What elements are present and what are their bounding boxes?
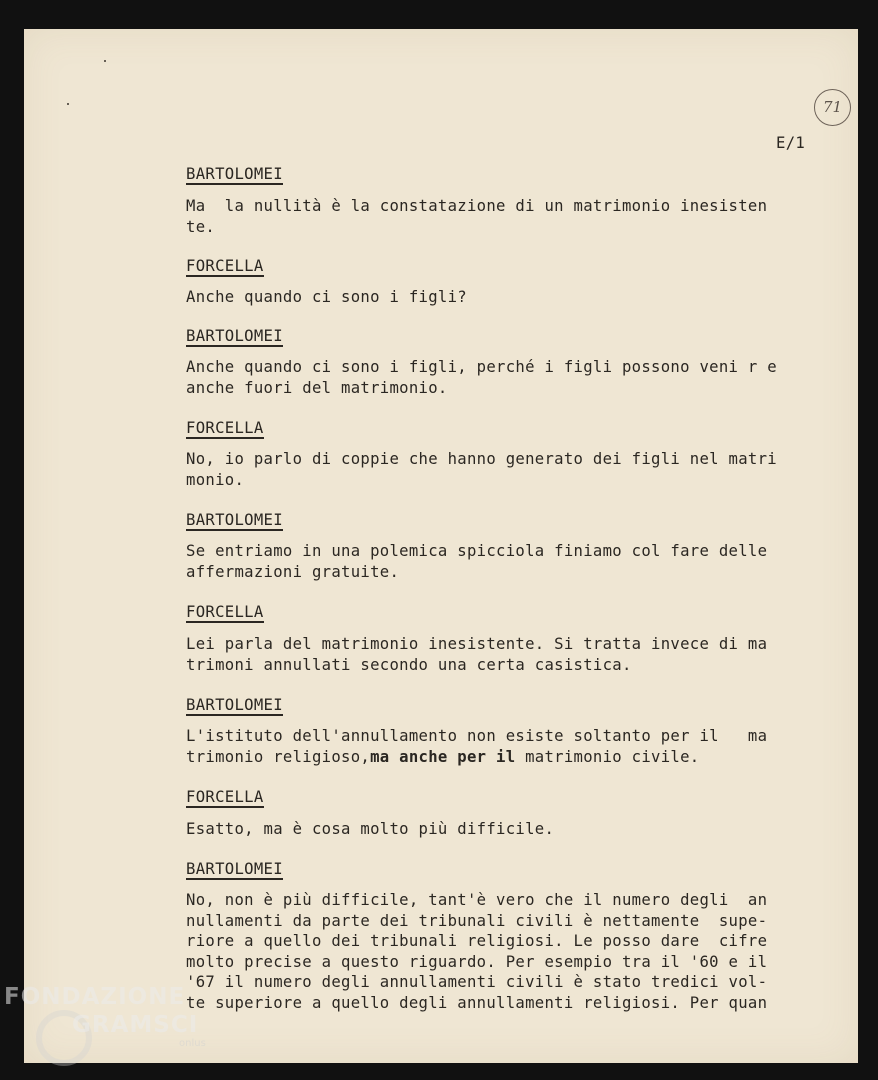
dialogue-block xyxy=(186,419,826,439)
text-line: '67 il numero degli annullamenti civili è stato tredici vol- xyxy=(186,973,768,991)
speaker-name: BARTOLOMEI xyxy=(186,165,283,183)
paper-speck xyxy=(104,60,106,62)
text-line: riore a quello dei tribunali religiosi. Le posso dare cifre xyxy=(186,932,768,950)
text-line: monio. xyxy=(186,470,245,489)
text-line: Lei parla del matrimonio inesistente. Si tratta invece di ma xyxy=(186,635,768,653)
dialogue-text xyxy=(186,819,826,840)
typewritten-page xyxy=(24,29,858,1063)
dialogue-text xyxy=(186,196,826,237)
speaker-name: FORCELLA xyxy=(186,419,264,437)
dialogue-block xyxy=(186,603,826,623)
text-line: Anche quando ci sono i figli, perché i figli possono veni r e xyxy=(186,358,777,376)
dialogue-text xyxy=(186,449,826,490)
text-line: No, io parlo di coppie che hanno generato dei figli nel matri xyxy=(186,450,777,468)
dialogue-block xyxy=(186,165,826,185)
text-line: Ma la nullità è la constatazione di un matrimonio inesisten xyxy=(186,197,768,215)
dialogue-block xyxy=(186,511,826,531)
watermark-line: FONDAZIONE xyxy=(4,984,186,1010)
dialogue-block xyxy=(186,257,826,277)
text-line: Anche quando ci sono i figli? xyxy=(186,288,467,306)
text-line: molto precise a questo riguardo. Per esempio tra il '60 e il xyxy=(186,952,768,971)
text-line: L'istituto dell'annullamento non esiste soltanto per il ma xyxy=(186,727,768,745)
dialogue-block xyxy=(186,860,826,880)
watermark-line: onlus xyxy=(179,1038,206,1049)
text-line: anche fuori del matrimonio. xyxy=(186,378,448,397)
text-segment: trimonio religioso, xyxy=(186,747,371,766)
speaker-name: BARTOLOMEI xyxy=(186,511,283,529)
paper-speck xyxy=(67,103,69,105)
text-line: te. xyxy=(186,217,216,236)
dialogue-text xyxy=(186,634,826,675)
speaker-name: BARTOLOMEI xyxy=(186,327,283,345)
dialogue-text xyxy=(186,541,826,582)
speaker-name: FORCELLA xyxy=(186,603,264,621)
watermark-line: GRAMSCI xyxy=(72,1012,199,1038)
dialogue-block xyxy=(186,696,826,716)
text-line: nullamenti da parte dei tribunali civili è nettamente supe- xyxy=(186,911,768,930)
speaker-name: FORCELLA xyxy=(186,257,264,275)
speaker-name: FORCELLA xyxy=(186,788,264,806)
text-segment: matrimonio civile. xyxy=(515,747,700,766)
page-code: E/1 xyxy=(776,134,806,152)
text-line xyxy=(186,747,826,768)
text-line: Esatto, ma è cosa molto più difficile. xyxy=(186,820,555,838)
text-line: te superiore a quello degli annullamenti religiosi. Per quan xyxy=(186,993,768,1012)
folio-number-stamp: 71 xyxy=(814,89,851,126)
watermark-logo-icon xyxy=(36,1010,92,1066)
dialogue-text xyxy=(186,890,826,1013)
dialogue-text xyxy=(186,287,826,308)
speaker-name: BARTOLOMEI xyxy=(186,696,283,714)
dialogue-text xyxy=(186,357,826,398)
dialogue-text xyxy=(186,726,826,767)
handwritten-insertion: ma anche per il xyxy=(370,747,516,766)
speaker-name: BARTOLOMEI xyxy=(186,860,283,878)
text-line: trimoni annullati secondo una certa casistica. xyxy=(186,655,632,674)
dialogue-block xyxy=(186,327,826,347)
text-line: affermazioni gratuite. xyxy=(186,562,400,581)
dialogue-block xyxy=(186,788,826,808)
text-line: No, non è più difficile, tant'è vero che il numero degli an xyxy=(186,891,768,909)
text-line: Se entriamo in una polemica spicciola finiamo col fare delle xyxy=(186,542,768,560)
